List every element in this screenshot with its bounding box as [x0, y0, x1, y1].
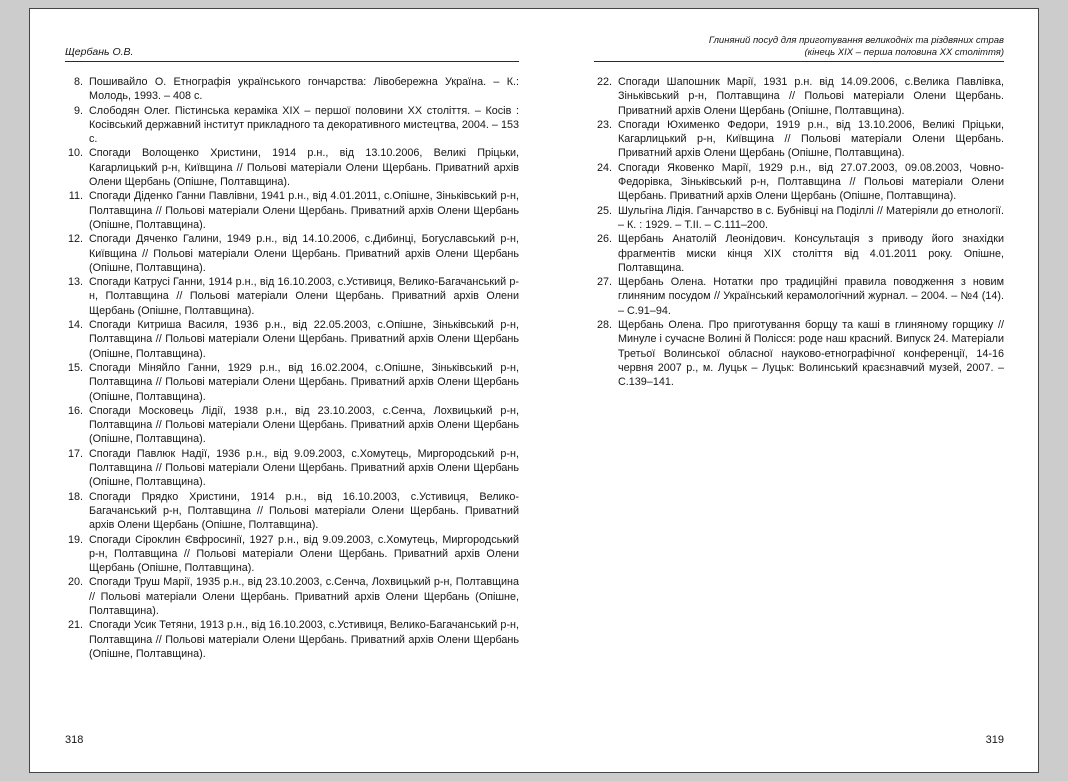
reference-text: Спогади Московець Лідії, 1938 р.н., від 23.10.2003, с.Сенча, Лохвицький р-н, Полтавщина // Польові матеріали Олени Щербань. Приватний архів Олени Щербань (Опішне, Полтавщина).: [89, 404, 519, 446]
reference-item: [594, 318, 1004, 389]
reference-item: [65, 575, 519, 618]
reference-number: 16.: [67, 404, 83, 417]
book-spread: [29, 8, 1039, 773]
reference-number: 9.: [73, 104, 83, 117]
reference-item: [65, 275, 519, 318]
reference-number: 17.: [67, 447, 83, 460]
reference-text: Спогади Усик Тетяни, 1913 р.н., від 16.10.2003, с.Устивиця, Велико-Багачанський р-н, Полтавщина // Польові матеріали Олени Щербань. Приватний архів Олени Щербань (Опішне, Полтавщина).: [89, 619, 519, 660]
reference-number: 20.: [67, 576, 83, 589]
reference-item: [594, 232, 1004, 275]
reference-item: [65, 404, 519, 447]
reference-text: Спогади Китриша Василя, 1936 р.н., від 22.05.2003, с.Опішне, Зіньківський р-н, Полтавщина // Польові матеріали Олени Щербань. Приватний архів Олени Щербань (Опішне, Полтавщина).: [89, 319, 519, 360]
reference-number: 11.: [68, 190, 83, 203]
reference-text: Спогади Волощенко Христини, 1914 р.н., від 13.10.2006, Великі Пріцьки, Кагарлицький р-н, Київщина // Польові матеріали Олени Щербань. Приватний архів Олени Щербань (Опішне, Полтавщина).: [89, 147, 519, 189]
reference-item: [65, 447, 519, 490]
page-number-right: 319: [985, 734, 1004, 746]
reference-list-left: [65, 75, 519, 661]
reference-number: 14.: [67, 319, 83, 332]
reference-item: [594, 118, 1004, 161]
right-running-head-line2: (кінець XIX – перша половина XX століття): [804, 46, 1004, 58]
reference-number: 27.: [596, 276, 612, 289]
reference-item: [65, 104, 519, 147]
reference-number: 28.: [596, 319, 612, 332]
reference-text: Спогади Катрусі Ганни, 1914 р.н., від 16.10.2003, с.Устивиця, Велико-Багачанський р-н, Полтавщина // Польові матеріали Олени Щербань. Приватний архів Олени Щербань (Опішне, Полтавщина).: [89, 276, 519, 317]
reference-text: Щербань Олена. Нотатки про традиційні правила поводження з новим глиняним посудом // Український керамологічний журнал. – 2004. – №4 (14). – С.91–94.: [618, 276, 1004, 317]
left-running-head-text: Щербань О.В.: [65, 46, 134, 58]
reference-text: Спогади Труш Марії, 1935 р.н., від 23.10.2003, с.Сенча, Лохвицький р-н, Полтавщина // Польові матеріали Олени Щербань. Приватний архів Олени Щербань (Опішне, Полтавщина).: [89, 576, 519, 617]
reference-number: 13.: [67, 276, 83, 289]
reference-item: [65, 75, 519, 104]
page-number-left: 318: [65, 734, 84, 746]
reference-text: Спогади Сіроклин Євфросинії, 1927 р.н., від 9.09.2003, с.Хомутець, Миргородський р-н, Полтавщина // Польові матеріали Олени Щербань. Приватний архів Олени Щербань (Опішне, Полтавщина).: [89, 533, 519, 575]
reference-number: 12.: [67, 233, 83, 246]
reference-item: [65, 533, 519, 576]
reference-item: [65, 146, 519, 189]
right-page-column: [594, 35, 1004, 390]
reference-text: Спогади Юхименко Федори, 1919 р.н., від 13.10.2006, Великі Пріцьки, Кагарлицький р-н, Київщина // Польові матеріали Олени Щербань. Приватний архів Олени Щербань (Опішне, Полтавщина).: [618, 118, 1004, 160]
reference-text: Спогади Дяченко Галини, 1949 р.н., від 14.10.2006, с.Дибинці, Богуславський р-н, Київщина // Польові матеріали Олени Щербань. Приватний архів Олени Щербань (Опішне, Полтавщина).: [89, 233, 519, 274]
reference-item: [65, 189, 519, 232]
reference-text: Спогади Міняйло Ганни, 1929 р.н., від 16.02.2004, с.Опішне, Зіньківський р-н, Полтавщина // Польові матеріали Олени Щербань. Приватний архів Олени Щербань (Опішне, Полтавщина).: [89, 361, 519, 403]
reference-text: Спогади Шапошник Марії, 1931 р.н. від 14.09.2006, с.Велика Павлівка, Зіньківський р-н, Полтавщина // Польові матеріали Олени Щербань. Приватний архів Олени Щербань (Опішне, Полтавщина).: [618, 76, 1004, 117]
reference-number: 23.: [596, 118, 612, 131]
right-running-head-text: [709, 35, 1004, 58]
reference-number: 21.: [67, 619, 83, 632]
reference-number: 18.: [67, 490, 83, 503]
left-running-head: [65, 35, 519, 62]
reference-text: Пошивайло О. Етнографія українського гончарства: Лівобережна Україна. – К.: Молодь, 1993. – 408 с.: [89, 76, 519, 103]
reference-item: [65, 490, 519, 533]
reference-text: Щербань Анатолій Леонідович. Консультація з приводу його знахідки фрагментів миски кінця XIX століття від 4.01.2011 року. Опішне, Полтавщина.: [618, 233, 1004, 274]
reference-item: [594, 275, 1004, 318]
reference-number: 8.: [73, 76, 83, 88]
reference-number: 24.: [596, 161, 612, 174]
reference-number: 19.: [67, 533, 83, 546]
reference-text: Спогади Яковенко Марії, 1929 р.н., від 27.07.2003, 09.08.2003, Човно-Федорівка, Зіньківський р-н, Полтавщина // Польові матеріали Олени Щербань. Приватний архів Олени Щербань (Опішне, Полтавщина).: [618, 161, 1004, 203]
reference-number: 25.: [596, 204, 612, 217]
reference-item: [65, 318, 519, 361]
right-running-head-line1: Глиняний посуд для приготування великодніх та різдвяних страв: [708, 35, 1004, 46]
right-running-head: [594, 35, 1004, 62]
reference-text: Шульгіна Лідія. Ганчарство в с. Бубнівці на Поділлі // Матеріяли до етнології. – К. : 1929. – Т.II. – С.111–200.: [618, 204, 1004, 231]
right-page: [534, 9, 1038, 772]
reference-number: 22.: [596, 76, 612, 88]
reference-number: 10.: [67, 147, 83, 160]
reference-text: Спогади Павлюк Надії, 1936 р.н., від 9.09.2003, с.Хомутець, Миргородський р-н, Полтавщина // Польові матеріали Олени Щербань. Приватний архів Олени Щербань (Опішне, Полтавщина).: [89, 447, 519, 489]
reference-text: Щербань Олена. Про приготування борщу та каші в глиняному горщику // Минуле і сучасне Волині й Полісся: роде наш красний. Випуск 24. Матеріали Третьої Волинської обласної науково-етнографічної конференції, 14-16 червня 2007 р., м. Луцьк – Луцьк: Волинський краєзнавчий музей, 2007. – С.139–141.: [618, 319, 1004, 389]
reference-text: Спогади Діденко Ганни Павлівни, 1941 р.н., від 4.01.2011, с.Опішне, Зіньківський р-н, Полтавщина // Польові матеріали Олени Щербань. Приватний архів Олени Щербань (Опішне, Полтавщина).: [89, 190, 519, 231]
reference-item: [594, 75, 1004, 118]
reference-item: [65, 361, 519, 404]
reference-item: [594, 161, 1004, 204]
reference-list-right: [594, 75, 1004, 390]
reference-item: [65, 618, 519, 661]
reference-text: Слободян Олег. Пістинська кераміка XIX – першої половини XX століття. – Косів : Косівський державний інститут прикладного та декоративного мистецтва, 2004. – 153 с.: [89, 104, 519, 146]
reference-item: [594, 204, 1004, 233]
left-page-column: [65, 35, 519, 661]
reference-text: Спогади Прядко Христини, 1914 р.н., від 16.10.2003, с.Устивиця, Велико-Багачанський р-н, Полтавщина // Польові матеріали Олени Щербань. Приватний архів Олени Щербань (Опішне, Полтавщина).: [89, 490, 519, 532]
reference-number: 15.: [67, 361, 83, 374]
reference-number: 26.: [596, 233, 612, 246]
left-page: [30, 9, 534, 772]
reference-item: [65, 232, 519, 275]
